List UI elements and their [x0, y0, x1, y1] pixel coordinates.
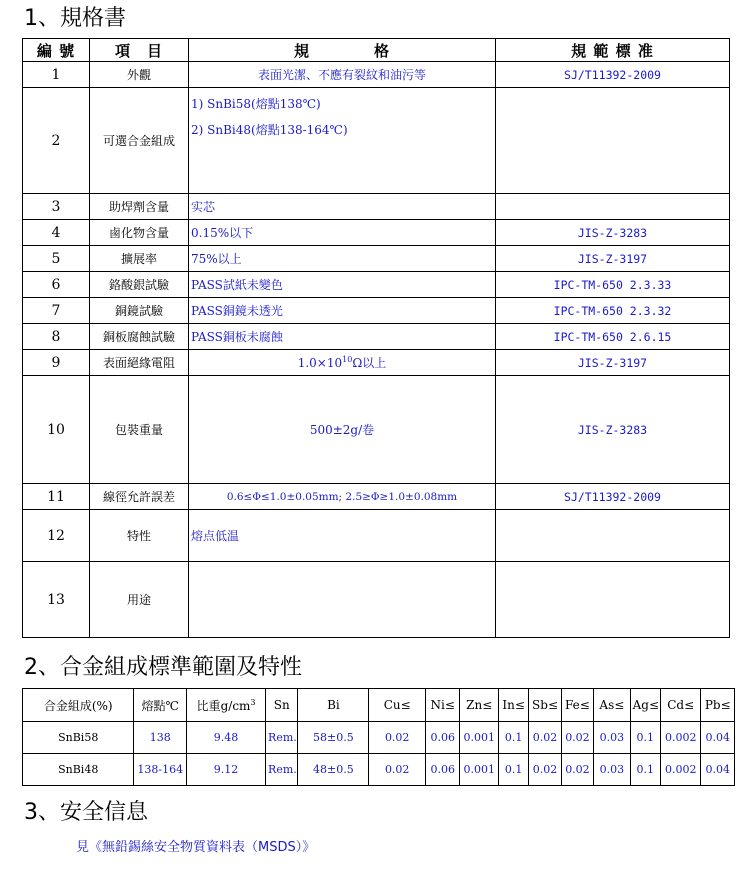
row-item: 銅板腐蝕試驗	[90, 324, 189, 350]
header-in: In≤	[498, 689, 528, 722]
density-label: 比重g/cm	[196, 698, 251, 713]
row-number: 3	[23, 194, 90, 220]
cell-value: 58±0.5	[298, 722, 369, 754]
cell-value: 138	[134, 722, 187, 754]
header-spec: 規 格	[189, 39, 496, 62]
spec-row	[23, 324, 730, 350]
row-standard: IPC-TM-650 2.3.32	[496, 298, 730, 324]
cell-value: 0.002	[660, 754, 701, 786]
row-number: 11	[23, 484, 90, 510]
row-number: 10	[23, 376, 90, 484]
row-standard	[496, 510, 730, 562]
row-standard: JIS-Z-3197	[496, 350, 730, 376]
spec-row	[23, 350, 730, 376]
row-number: 7	[23, 298, 90, 324]
row-spec	[189, 88, 496, 194]
row-item: 銅鏡試驗	[90, 298, 189, 324]
cell-value: 0.1	[498, 754, 528, 786]
section-1-title: 1、規格書	[24, 6, 126, 31]
spec-row	[23, 376, 730, 484]
row-number: 4	[23, 220, 90, 246]
row-standard: IPC-TM-650 2.3.33	[496, 272, 730, 298]
row-number: 1	[23, 62, 90, 88]
spec-table	[22, 38, 730, 638]
row-standard: JIS-Z-3197	[496, 246, 730, 272]
cell-value: 0.02	[561, 754, 593, 786]
row-item: 用途	[90, 562, 189, 638]
alloy-composition-table	[22, 688, 735, 786]
row-item: 包裝重量	[90, 376, 189, 484]
row-standard: JIS-Z-3283	[496, 220, 730, 246]
row-item: 鹵化物含量	[90, 220, 189, 246]
spec-row	[23, 510, 730, 562]
row-item: 表面絕緣電阻	[90, 350, 189, 376]
header-cd: Cd≤	[660, 689, 701, 722]
row-number: 13	[23, 562, 90, 638]
spec-row	[23, 246, 730, 272]
density-exponent: 3	[250, 697, 256, 707]
cell-value: 48±0.5	[298, 754, 369, 786]
row-standard	[496, 194, 730, 220]
row-spec	[189, 562, 496, 638]
cell-value: 0.02	[369, 754, 426, 786]
cell-value: 0.02	[529, 754, 561, 786]
header-ni: Ni≤	[426, 689, 460, 722]
header-sb: Sb≤	[529, 689, 561, 722]
cell-value: 0.02	[529, 722, 561, 754]
alloy-row	[23, 754, 735, 786]
cell-value: Rem.	[266, 754, 298, 786]
header-bi: Bi	[298, 689, 369, 722]
header-sn: Sn	[266, 689, 298, 722]
row-spec: 表面光潔、不應有裂紋和油污等	[189, 62, 496, 88]
resistance-value: 1.0×10	[297, 356, 343, 370]
resistance-unit: Ω以上	[352, 356, 387, 370]
header-ag: Ag≤	[630, 689, 660, 722]
row-number: 8	[23, 324, 90, 350]
spec-row	[23, 220, 730, 246]
header-zn: Zn≤	[460, 689, 498, 722]
alloy-row	[23, 722, 735, 754]
row-item: 鉻酸銀試驗	[90, 272, 189, 298]
row-spec: PASS試紙未變色	[189, 272, 496, 298]
header-fe: Fe≤	[561, 689, 593, 722]
row-standard: IPC-TM-650 2.6.15	[496, 324, 730, 350]
cell-value: 0.03	[594, 722, 630, 754]
row-number: 5	[23, 246, 90, 272]
cell-alloy: SnBi58	[23, 722, 134, 754]
alloy-option: 1) SnBi58(熔點138℃)	[191, 97, 321, 111]
header-cu: Cu≤	[369, 689, 426, 722]
row-item: 擴展率	[90, 246, 189, 272]
spec-row	[23, 562, 730, 638]
row-spec: PASS銅板未腐蝕	[189, 324, 496, 350]
row-item: 線徑允許誤差	[90, 484, 189, 510]
msds-reference: 見《無鉛錫絲安全物質資料表（MSDS）》	[76, 840, 316, 855]
row-number: 2	[23, 88, 90, 194]
cell-value: 0.001	[460, 722, 498, 754]
header-as: As≤	[594, 689, 630, 722]
section-2-title: 2、合金組成標準範圍及特性	[24, 655, 302, 680]
spec-row	[23, 62, 730, 88]
row-item: 可選合金組成	[90, 88, 189, 194]
row-number: 6	[23, 272, 90, 298]
cell-value: 0.03	[594, 754, 630, 786]
row-spec: PASS銅鏡未透光	[189, 298, 496, 324]
row-standard: SJ/T11392-2009	[496, 484, 730, 510]
row-spec: 0.15%以下	[189, 220, 496, 246]
cell-value: Rem.	[266, 722, 298, 754]
cell-value: 0.1	[498, 722, 528, 754]
header-standard: 規 範 標 准	[496, 39, 730, 62]
row-spec: 75%以上	[189, 246, 496, 272]
row-item: 助焊劑含量	[90, 194, 189, 220]
row-item: 外觀	[90, 62, 189, 88]
row-number: 12	[23, 510, 90, 562]
cell-value: 0.02	[369, 722, 426, 754]
cell-value: 0.002	[660, 722, 701, 754]
row-item: 特性	[90, 510, 189, 562]
row-spec: 实芯	[189, 194, 496, 220]
section-3-title: 3、安全信息	[24, 800, 148, 825]
spec-row	[23, 272, 730, 298]
spec-row	[23, 298, 730, 324]
row-standard	[496, 88, 730, 194]
cell-value: 0.06	[426, 754, 460, 786]
cell-value: 9.48	[187, 722, 266, 754]
row-number: 9	[23, 350, 90, 376]
row-spec: 熔点低温	[189, 510, 496, 562]
cell-value: 0.04	[701, 722, 735, 754]
spec-row	[23, 194, 730, 220]
row-standard: SJ/T11392-2009	[496, 62, 730, 88]
cell-value: 0.06	[426, 722, 460, 754]
header-density	[187, 689, 266, 722]
alloy-option: 2) SnBi48(熔點138-164℃)	[191, 123, 348, 137]
cell-value: 0.1	[630, 722, 660, 754]
row-spec: 500±2g/卷	[189, 376, 496, 484]
spec-row	[23, 484, 730, 510]
resistance-exponent: 10	[342, 355, 353, 364]
header-number: 編 號	[23, 39, 90, 62]
cell-value: 0.1	[630, 754, 660, 786]
alloy-header-row	[23, 689, 735, 722]
spec-header-row	[23, 39, 730, 62]
header-melting-point: 熔點℃	[134, 689, 187, 722]
cell-value: 0.001	[460, 754, 498, 786]
cell-value: 0.02	[561, 722, 593, 754]
header-pb: Pb≤	[701, 689, 735, 722]
cell-value: 0.04	[701, 754, 735, 786]
row-spec	[189, 350, 496, 376]
row-spec: 0.6≤Φ≤1.0±0.05mm; 2.5≥Φ≥1.0±0.08mm	[189, 484, 496, 510]
row-standard	[496, 562, 730, 638]
cell-value: 9.12	[187, 754, 266, 786]
cell-alloy: SnBi48	[23, 754, 134, 786]
row-standard: JIS-Z-3283	[496, 376, 730, 484]
cell-value: 138-164	[134, 754, 187, 786]
header-alloy: 合金組成(%)	[23, 689, 134, 722]
spec-row	[23, 88, 730, 194]
header-item: 項 目	[90, 39, 189, 62]
